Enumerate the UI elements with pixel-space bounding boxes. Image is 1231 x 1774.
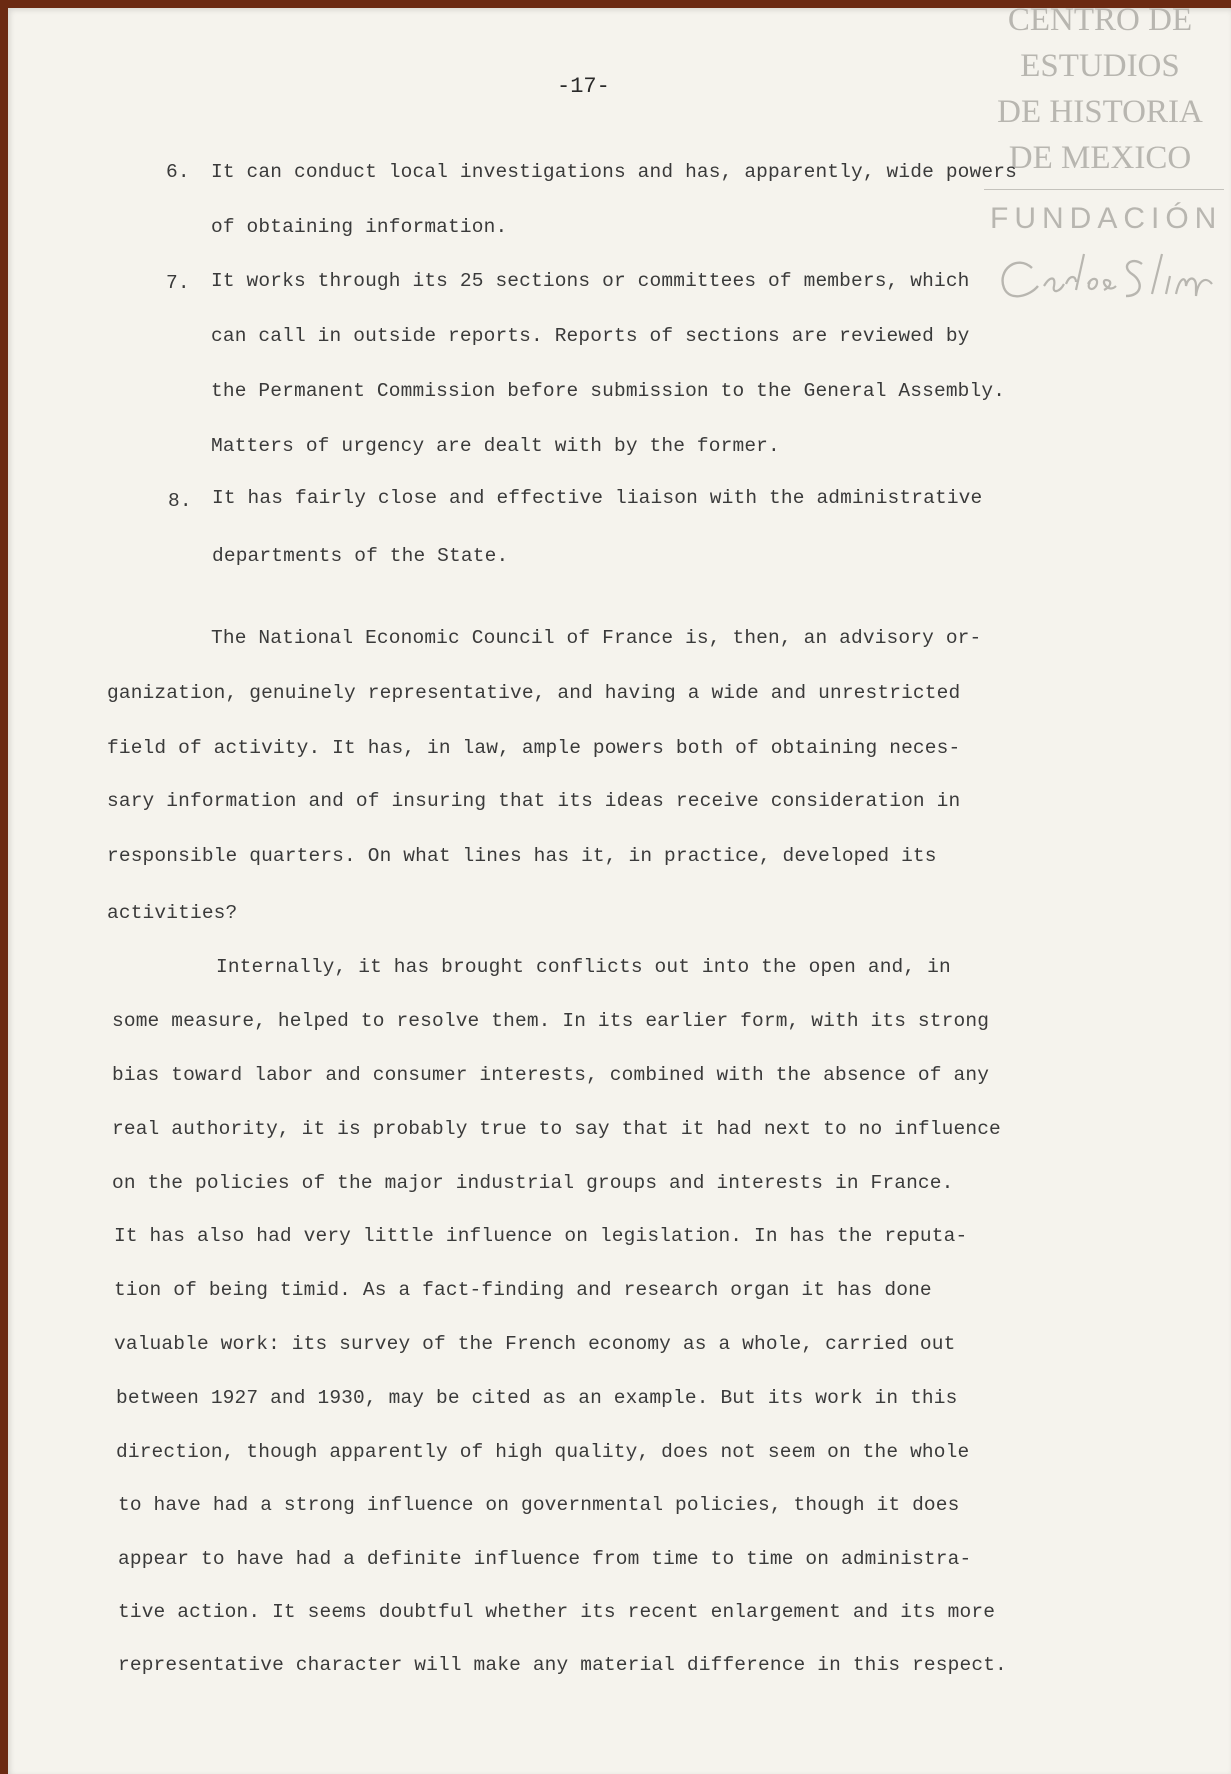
paragraph-2-line-6: It has also had very little influence on legislation. In has the reputa- <box>114 1225 968 1247</box>
item-number-8: 8. <box>168 490 192 512</box>
item-7-line-4: Matters of urgency are dealt with by the former. <box>211 435 780 457</box>
paragraph-1-line-5: responsible quarters. On what lines has it, in practice, developed its <box>107 845 937 867</box>
item-8-line-2: departments of the State. <box>212 545 509 567</box>
paragraph-1-line-1: The National Economic Council of France is, then, an advisory or- <box>211 627 982 649</box>
paragraph-2-line-13: tive action. It seems doubtful whether its recent enlargement and its more <box>118 1601 996 1623</box>
paragraph-2-line-4: real authority, it is probably true to say that it had next to no influence <box>112 1118 1001 1140</box>
item-number-7: 7. <box>166 272 190 294</box>
page-number: -17- <box>557 74 610 99</box>
watermark-line-4: DE MEXICO <box>1008 140 1192 176</box>
item-7-line-3: the Permanent Commission before submission to the General Assembly. <box>211 380 1006 402</box>
item-7-line-2: can call in outside reports. Reports of sections are reviewed by <box>211 325 970 347</box>
paragraph-1-line-2: ganization, genuinely representative, and having a wide and unrestricted <box>107 682 961 704</box>
paragraph-2-line-5: on the policies of the major industrial groups and interests in France. <box>112 1172 954 1194</box>
paragraph-2-line-14: representative character will make any material difference in this respect. <box>118 1654 1007 1676</box>
paragraph-2-line-1: Internally, it has brought conflicts out into the open and, in <box>216 956 951 978</box>
paragraph-2-line-12: appear to have had a definite influence from time to time on administra- <box>118 1548 972 1570</box>
paragraph-2-line-8: valuable work: its survey of the French economy as a whole, carried out <box>114 1333 956 1355</box>
paragraph-2-line-10: direction, though apparently of high quality, does not seem on the whole <box>116 1441 970 1463</box>
item-6-line-2: of obtaining information. <box>211 216 508 238</box>
paragraph-2-line-9: between 1927 and 1930, may be cited as an example. But its work in this <box>116 1387 958 1409</box>
signature-logo <box>992 246 1222 310</box>
paragraph-1-line-4: sary information and of insuring that its ideas receive consideration in <box>107 790 961 812</box>
watermark-divider <box>984 189 1224 190</box>
watermark-line-2: ESTUDIOS <box>1020 48 1180 84</box>
paragraph-2-line-11: to have had a strong influence on governmental policies, though it does <box>118 1494 960 1516</box>
watermark-line-1: CENTRO DE <box>1007 2 1193 38</box>
paragraph-1-line-6: activities? <box>107 902 238 924</box>
item-number-6: 6. <box>166 161 190 183</box>
watermark-foundation: FUNDACIÓN <box>990 202 1223 235</box>
paragraph-2-line-2: some measure, helped to resolve them. In its earlier form, with its strong <box>112 1010 990 1032</box>
item-7-line-1: It works through its 25 sections or committees of members, which <box>211 270 970 292</box>
paragraph-2-line-7: tion of being timid. As a fact-finding and research organ it has done <box>114 1279 932 1301</box>
item-6-line-1: It can conduct local investigations and has, apparently, wide powers <box>211 161 1017 183</box>
watermark-line-3: DE HISTORIA <box>997 94 1203 130</box>
paragraph-2-line-3: bias toward labor and consumer interests, combined with the absence of any <box>112 1064 990 1086</box>
item-8-line-1: It has fairly close and effective liaison with the administrative <box>212 487 983 509</box>
paragraph-1-line-3: field of activity. It has, in law, ample powers both of obtaining neces- <box>107 737 961 759</box>
